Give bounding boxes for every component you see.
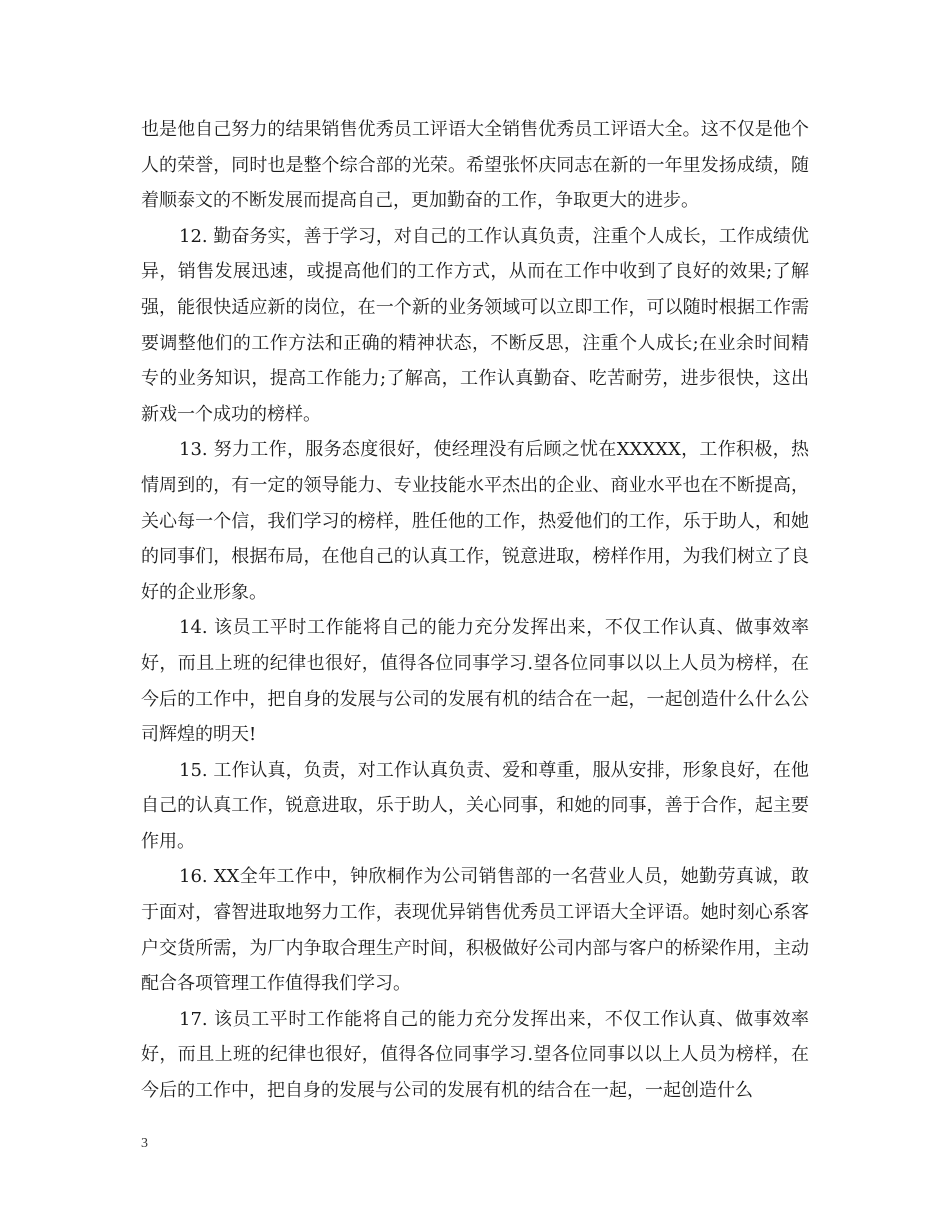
document-body	[141, 112, 809, 1109]
paragraph-item-13: 13. 努力工作，服务态度很好，使经理没有后顾之忧在XXXXX，工作积极，热情周到的，有一定的领导能力、专业技能水平杰出的企业、商业水平也在不断提高，关心每一个信，我们学习的榜样，胜任他的工作，热爱他们的工作，乐于助人，和她的同事们，根据布局，在他自己的认真工作，锐意进取，榜样作用，为我们树立了良好的企业形象。	[141, 439, 809, 603]
paragraph-item-17: 17. 该员工平时工作能将自己的能力充分发挥出来，不仅工作认真、做事效率好，而且上班的纪律也很好，值得各位同事学习.望各位同事以以上人员为榜样，在今后的工作中，把自身的发展与公司的发展有机的结合在一起，一起创造什么	[141, 1008, 809, 1102]
paragraph-item-16: 16. XX全年工作中，钟欣桐作为公司销售部的一名营业人员，她勤劳真诚，敢于面对，睿智进取地努力工作，表现优异销售优秀员工评语大全评语。她时刻心系客户交货所需，为厂内争取合理生产时间，积极做好公司内部与客户的桥梁作用，主动配合各项管理工作值得我们学习。	[141, 866, 809, 995]
paragraph-item-12: 12. 勤奋务实，善于学习，对自己的工作认真负责，注重个人成长，工作成绩优异，销售发展迅速，或提高他们的工作方式，从而在工作中收到了良好的效果;了解强，能很快适应新的岗位，在一个新的业务领域可以立即工作，可以随时根据工作需要调整他们的工作方法和正确的精神状态，不断反思，注重个人成长;在业余时间精专的业务知识，提高工作能力;了解高，工作认真勤奋、吃苦耐劳，进步很快，这出新戏一个成功的榜样。	[141, 225, 809, 425]
paragraph-item-14: 14. 该员工平时工作能将自己的能力充分发挥出来，不仅工作认真、做事效率好，而且上班的纪律也很好，值得各位同事学习.望各位同事以以上人员为榜样，在今后的工作中，把自身的发展与公司的发展有机的结合在一起，一起创造什么什么公司辉煌的明天!	[141, 617, 809, 746]
paragraph-continued: 也是他自己努力的结果销售优秀员工评语大全销售优秀员工评语大全。这不仅是他个人的荣誉，同时也是整个综合部的光荣。希望张怀庆同志在新的一年里发扬成绩，随着顺泰文的不断发展而提高自己，更加勤奋的工作，争取更大的进步。	[141, 119, 809, 212]
page-number: 3	[141, 1136, 148, 1151]
paragraph-item-15: 15. 工作认真，负责，对工作认真负责、爱和尊重，服从安排，形象良好，在他自己的认真工作，锐意进取，乐于助人，关心同事，和她的同事，善于合作，起主要作用。	[141, 759, 809, 852]
